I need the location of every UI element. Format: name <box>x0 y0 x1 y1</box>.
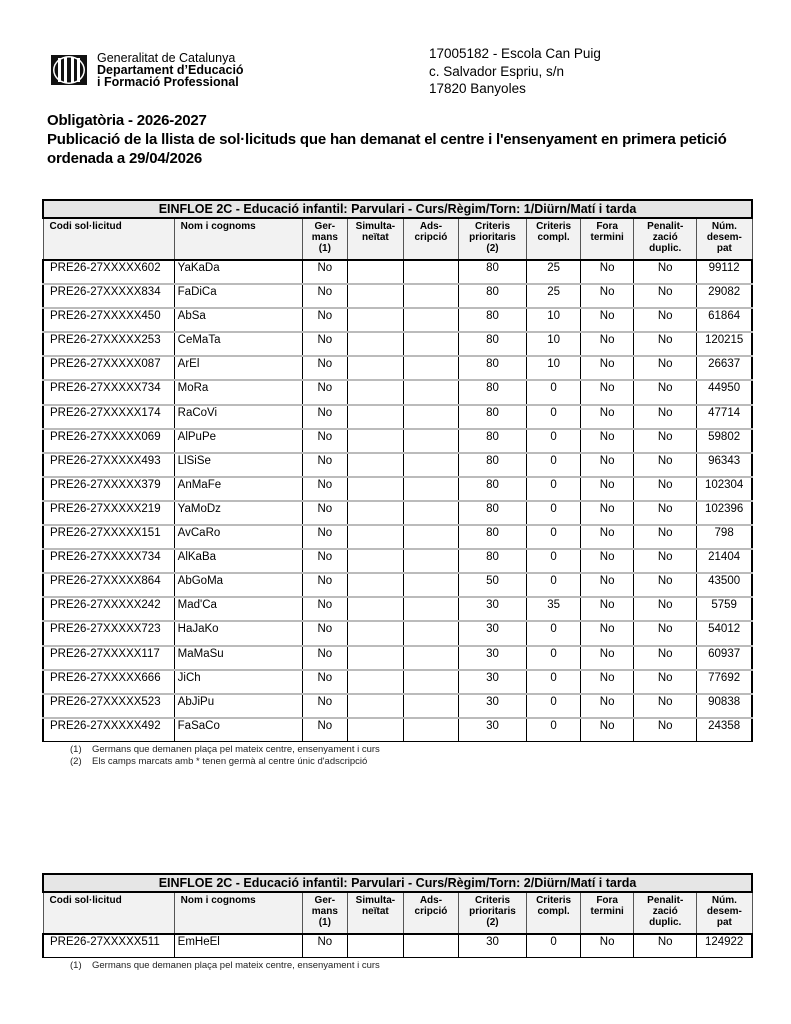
school-address <box>429 45 601 98</box>
codi-cell: PRE26-27XXXXX151 <box>43 525 174 549</box>
school-street: c. Salvador Espriu, s/n <box>429 63 565 79</box>
fora-termini-cell: No <box>581 405 634 429</box>
num-desempat-cell: 54012 <box>697 621 752 645</box>
num-desempat-cell: 26637 <box>697 356 752 380</box>
criteris-compl-header: Criteris compl. <box>527 218 581 260</box>
criteris-compl-cell: 10 <box>527 356 581 380</box>
germans-header: Ger- mans (1) <box>302 892 347 934</box>
fora-termini-cell: No <box>581 621 634 645</box>
nom-header: Nom i cognoms <box>174 892 302 934</box>
simultaneitat-cell <box>347 429 403 453</box>
num-desempat-cell: 44950 <box>697 380 752 404</box>
codi-cell: PRE26-27XXXXX379 <box>43 477 174 501</box>
codi-cell: PRE26-27XXXXX242 <box>43 597 174 621</box>
table-row <box>43 718 752 742</box>
criteris-compl-cell: 0 <box>527 718 581 742</box>
criteris-prioritaris-cell: 80 <box>458 332 526 356</box>
simultaneitat-cell <box>347 332 403 356</box>
penalitzacio-cell: No <box>634 934 697 958</box>
criteris-prioritaris-cell: 80 <box>458 501 526 525</box>
simultaneitat-cell <box>347 621 403 645</box>
criteris-compl-cell: 0 <box>527 525 581 549</box>
codi-cell: PRE26-27XXXXX723 <box>43 621 174 645</box>
simultaneitat-header: Simulta- neïtat <box>347 218 403 260</box>
num-desempat-cell: 59802 <box>697 429 752 453</box>
fora-termini-cell: No <box>581 694 634 718</box>
germans-cell: No <box>302 260 347 284</box>
criteris-compl-cell: 0 <box>527 573 581 597</box>
adscripcio-cell <box>403 429 458 453</box>
adscripcio-cell <box>403 501 458 525</box>
school-name: 17005182 - Escola Can Puig <box>429 46 601 61</box>
nom-cell: AlKaBa <box>174 549 302 573</box>
num-desempat-cell: 96343 <box>697 453 752 477</box>
column-header-row <box>43 892 752 934</box>
criteris-compl-cell: 0 <box>527 501 581 525</box>
fora-termini-cell: No <box>581 332 634 356</box>
fora-termini-header: Fora termini <box>581 892 634 934</box>
germans-cell: No <box>302 934 347 958</box>
logo-line-2: Departament d’Educació <box>97 63 244 77</box>
simultaneitat-cell <box>347 525 403 549</box>
fora-termini-cell: No <box>581 429 634 453</box>
adscripcio-cell <box>403 670 458 694</box>
simultaneitat-cell <box>347 284 403 308</box>
fora-termini-cell: No <box>581 380 634 404</box>
codi-cell: PRE26-27XXXXX834 <box>43 284 174 308</box>
fora-termini-cell: No <box>581 356 634 380</box>
codi-cell: PRE26-27XXXXX117 <box>43 646 174 670</box>
codi-cell: PRE26-27XXXXX087 <box>43 356 174 380</box>
nom-cell: LlSiSe <box>174 453 302 477</box>
criteris-compl-cell: 35 <box>527 597 581 621</box>
table-body <box>43 260 752 741</box>
adscripcio-cell <box>403 525 458 549</box>
codi-cell: PRE26-27XXXXX602 <box>43 260 174 284</box>
criteris-prioritaris-cell: 80 <box>458 525 526 549</box>
germans-cell: No <box>302 380 347 404</box>
table-row <box>43 356 752 380</box>
criteris-prioritaris-cell: 30 <box>458 646 526 670</box>
fora-termini-cell: No <box>581 549 634 573</box>
requests-table-1 <box>42 199 753 768</box>
fora-termini-cell: No <box>581 718 634 742</box>
fora-termini-cell: No <box>581 525 634 549</box>
table-row <box>43 549 752 573</box>
penalitzacio-cell: No <box>634 670 697 694</box>
penalitzacio-cell: No <box>634 597 697 621</box>
penalitzacio-cell: No <box>634 694 697 718</box>
adscripcio-cell <box>403 332 458 356</box>
nom-cell: MoRa <box>174 380 302 404</box>
codi-cell: PRE26-27XXXXX734 <box>43 380 174 404</box>
nom-cell: RaCoVi <box>174 405 302 429</box>
simultaneitat-cell <box>347 573 403 597</box>
criteris-prioritaris-cell: 30 <box>458 718 526 742</box>
criteris-compl-cell: 25 <box>527 260 581 284</box>
penalitzacio-cell: No <box>634 646 697 670</box>
num-desempat-cell: 47714 <box>697 405 752 429</box>
penalitzacio-header: Penalit- zació duplic. <box>634 892 697 934</box>
simultaneitat-cell <box>347 405 403 429</box>
nom-cell: EmHeEl <box>174 934 302 958</box>
table-row <box>43 284 752 308</box>
num-desempat-header: Núm. desem- pat <box>697 892 752 934</box>
fora-termini-cell: No <box>581 646 634 670</box>
germans-cell: No <box>302 332 347 356</box>
codi-cell: PRE26-27XXXXX666 <box>43 670 174 694</box>
footnote: (1) Germans que demanen plaça pel mateix centre, ensenyament i curs <box>70 743 380 755</box>
germans-cell: No <box>302 573 347 597</box>
nom-cell: AbJiPu <box>174 694 302 718</box>
criteris-compl-cell: 0 <box>527 453 581 477</box>
table-row <box>43 260 752 284</box>
table-row <box>43 597 752 621</box>
num-desempat-cell: 798 <box>697 525 752 549</box>
nom-cell: JiCh <box>174 670 302 694</box>
nom-cell: HaJaKo <box>174 621 302 645</box>
fora-termini-cell: No <box>581 477 634 501</box>
criteris-prioritaris-cell: 80 <box>458 453 526 477</box>
germans-cell: No <box>302 501 347 525</box>
adscripcio-cell <box>403 260 458 284</box>
adscripcio-cell <box>403 573 458 597</box>
table-caption: EINFLOE 2C - Educació infantil: Parvulari - Curs/Règim/Torn: 1/Diürn/Matí i tarda <box>43 200 752 218</box>
germans-cell: No <box>302 405 347 429</box>
table-row <box>43 453 752 477</box>
criteris-compl-cell: 0 <box>527 477 581 501</box>
criteris-compl-header: Criteris compl. <box>527 892 581 934</box>
germans-cell: No <box>302 308 347 332</box>
table-row <box>43 501 752 525</box>
footnotes <box>70 960 753 972</box>
adscripcio-cell <box>403 308 458 332</box>
criteris-prioritaris-cell: 80 <box>458 356 526 380</box>
penalitzacio-cell: No <box>634 453 697 477</box>
germans-cell: No <box>302 670 347 694</box>
num-desempat-cell: 124922 <box>697 934 752 958</box>
logo-line-1: Generalitat de Catalunya <box>97 51 236 65</box>
germans-cell: No <box>302 597 347 621</box>
requests-table-2 <box>42 873 753 972</box>
germans-cell: No <box>302 621 347 645</box>
germans-cell: No <box>302 356 347 380</box>
penalitzacio-cell: No <box>634 718 697 742</box>
simultaneitat-cell <box>347 934 403 958</box>
criteris-compl-cell: 0 <box>527 621 581 645</box>
penalitzacio-cell: No <box>634 308 697 332</box>
penalitzacio-cell: No <box>634 284 697 308</box>
criteris-prioritaris-cell: 80 <box>458 477 526 501</box>
nom-cell: MaMaSu <box>174 646 302 670</box>
table-row <box>43 308 752 332</box>
num-desempat-header: Núm. desem- pat <box>697 218 752 260</box>
germans-header: Ger- mans (1) <box>302 218 347 260</box>
codi-cell: PRE26-27XXXXX450 <box>43 308 174 332</box>
adscripcio-cell <box>403 718 458 742</box>
simultaneitat-cell <box>347 453 403 477</box>
fora-termini-cell: No <box>581 284 634 308</box>
table-row <box>43 670 752 694</box>
num-desempat-cell: 102396 <box>697 501 752 525</box>
criteris-compl-cell: 0 <box>527 429 581 453</box>
column-header-row <box>43 218 752 260</box>
simultaneitat-cell <box>347 549 403 573</box>
criteris-compl-cell: 0 <box>527 380 581 404</box>
penalitzacio-cell: No <box>634 477 697 501</box>
simultaneitat-cell <box>347 694 403 718</box>
num-desempat-cell: 24358 <box>697 718 752 742</box>
criteris-prioritaris-cell: 80 <box>458 405 526 429</box>
table-row <box>43 405 752 429</box>
adscripcio-cell <box>403 694 458 718</box>
simultaneitat-cell <box>347 646 403 670</box>
germans-cell: No <box>302 718 347 742</box>
footnote: (1) Germans que demanen plaça pel mateix centre, ensenyament i curs <box>70 960 380 972</box>
codi-header: Codi sol·licitud <box>43 892 174 934</box>
germans-cell: No <box>302 549 347 573</box>
codi-cell: PRE26-27XXXXX174 <box>43 405 174 429</box>
criteris-compl-cell: 10 <box>527 332 581 356</box>
penalitzacio-cell: No <box>634 525 697 549</box>
criteris-prioritaris-header: Criteris prioritaris (2) <box>458 218 526 260</box>
codi-cell: PRE26-27XXXXX511 <box>43 934 174 958</box>
penalitzacio-cell: No <box>634 549 697 573</box>
document-subtitle: Obligatòria - 2026-2027 <box>47 112 207 129</box>
criteris-compl-cell: 0 <box>527 934 581 958</box>
num-desempat-cell: 60937 <box>697 646 752 670</box>
criteris-compl-cell: 0 <box>527 549 581 573</box>
codi-cell: PRE26-27XXXXX493 <box>43 453 174 477</box>
adscripcio-cell <box>403 356 458 380</box>
adscripcio-cell <box>403 477 458 501</box>
footnote: (2) Els camps marcats amb * tenen germà al centre únic d'adscripció <box>70 755 368 767</box>
table-row <box>43 573 752 597</box>
codi-cell: PRE26-27XXXXX864 <box>43 573 174 597</box>
table-row <box>43 429 752 453</box>
table-row <box>43 621 752 645</box>
criteris-prioritaris-cell: 30 <box>458 694 526 718</box>
criteris-prioritaris-header: Criteris prioritaris (2) <box>458 892 526 934</box>
adscripcio-cell <box>403 405 458 429</box>
nom-cell: AlPuPe <box>174 429 302 453</box>
adscripcio-cell <box>403 284 458 308</box>
germans-cell: No <box>302 477 347 501</box>
num-desempat-cell: 29082 <box>697 284 752 308</box>
table-row <box>43 934 752 958</box>
criteris-compl-cell: 0 <box>527 405 581 429</box>
num-desempat-cell: 21404 <box>697 549 752 573</box>
fora-termini-cell: No <box>581 573 634 597</box>
fora-termini-cell: No <box>581 453 634 477</box>
adscripcio-cell <box>403 621 458 645</box>
nom-cell: Mad'Ca <box>174 597 302 621</box>
criteris-prioritaris-cell: 80 <box>458 380 526 404</box>
germans-cell: No <box>302 525 347 549</box>
fora-termini-header: Fora termini <box>581 218 634 260</box>
fora-termini-cell: No <box>581 934 634 958</box>
simultaneitat-cell <box>347 597 403 621</box>
school-city: 17820 Banyoles <box>429 81 526 96</box>
criteris-prioritaris-cell: 80 <box>458 429 526 453</box>
table-row <box>43 380 752 404</box>
num-desempat-cell: 61864 <box>697 308 752 332</box>
fora-termini-cell: No <box>581 501 634 525</box>
generalitat-logo <box>49 52 244 88</box>
fora-termini-cell: No <box>581 670 634 694</box>
adscripcio-header: Ads- cripció <box>403 892 458 934</box>
criteris-prioritaris-cell: 30 <box>458 670 526 694</box>
num-desempat-cell: 77692 <box>697 670 752 694</box>
simultaneitat-cell <box>347 670 403 694</box>
penalitzacio-header: Penalit- zació duplic. <box>634 218 697 260</box>
nom-cell: AvCaRo <box>174 525 302 549</box>
num-desempat-cell: 5759 <box>697 597 752 621</box>
codi-cell: PRE26-27XXXXX523 <box>43 694 174 718</box>
penalitzacio-cell: No <box>634 332 697 356</box>
num-desempat-cell: 102304 <box>697 477 752 501</box>
criteris-prioritaris-cell: 80 <box>458 308 526 332</box>
simultaneitat-cell <box>347 501 403 525</box>
fora-termini-cell: No <box>581 308 634 332</box>
table-body <box>43 934 752 958</box>
penalitzacio-cell: No <box>634 573 697 597</box>
germans-cell: No <box>302 646 347 670</box>
codi-cell: PRE26-27XXXXX069 <box>43 429 174 453</box>
penalitzacio-cell: No <box>634 429 697 453</box>
generalitat-logo-icon <box>49 53 89 87</box>
adscripcio-header: Ads- cripció <box>403 218 458 260</box>
table-row <box>43 477 752 501</box>
simultaneitat-cell <box>347 477 403 501</box>
simultaneitat-cell <box>347 308 403 332</box>
criteris-compl-cell: 0 <box>527 670 581 694</box>
adscripcio-cell <box>403 934 458 958</box>
footnotes <box>70 744 753 768</box>
table-row <box>43 694 752 718</box>
document-title: Publicació de la llista de sol·licituds que han demanat el centre i l'ensenyament en primera petició ordenada a 29/04/2026 <box>47 131 727 167</box>
nom-cell: YaKaDa <box>174 260 302 284</box>
fora-termini-cell: No <box>581 597 634 621</box>
num-desempat-cell: 43500 <box>697 573 752 597</box>
logo-line-3: i Formació Professional <box>97 75 239 89</box>
codi-cell: PRE26-27XXXXX492 <box>43 718 174 742</box>
fora-termini-cell: No <box>581 260 634 284</box>
table-row <box>43 332 752 356</box>
criteris-prioritaris-cell: 50 <box>458 573 526 597</box>
criteris-compl-cell: 10 <box>527 308 581 332</box>
nom-cell: FaSaCo <box>174 718 302 742</box>
document-titles <box>47 112 767 168</box>
num-desempat-cell: 90838 <box>697 694 752 718</box>
criteris-prioritaris-cell: 30 <box>458 597 526 621</box>
simultaneitat-cell <box>347 380 403 404</box>
criteris-compl-cell: 0 <box>527 694 581 718</box>
adscripcio-cell <box>403 597 458 621</box>
penalitzacio-cell: No <box>634 405 697 429</box>
adscripcio-cell <box>403 549 458 573</box>
simultaneitat-cell <box>347 260 403 284</box>
adscripcio-cell <box>403 646 458 670</box>
germans-cell: No <box>302 429 347 453</box>
criteris-prioritaris-cell: 80 <box>458 260 526 284</box>
criteris-compl-cell: 0 <box>527 646 581 670</box>
criteris-prioritaris-cell: 30 <box>458 621 526 645</box>
adscripcio-cell <box>403 453 458 477</box>
nom-cell: AbSa <box>174 308 302 332</box>
criteris-prioritaris-cell: 30 <box>458 934 526 958</box>
penalitzacio-cell: No <box>634 621 697 645</box>
num-desempat-cell: 120215 <box>697 332 752 356</box>
adscripcio-cell <box>403 380 458 404</box>
penalitzacio-cell: No <box>634 356 697 380</box>
nom-cell: FaDiCa <box>174 284 302 308</box>
nom-cell: AbGoMa <box>174 573 302 597</box>
simultaneitat-header: Simulta- neïtat <box>347 892 403 934</box>
germans-cell: No <box>302 284 347 308</box>
table-row <box>43 525 752 549</box>
penalitzacio-cell: No <box>634 501 697 525</box>
germans-cell: No <box>302 694 347 718</box>
nom-cell: CeMaTa <box>174 332 302 356</box>
table-caption: EINFLOE 2C - Educació infantil: Parvulari - Curs/Règim/Torn: 2/Diürn/Matí i tarda <box>43 874 752 892</box>
table-row <box>43 646 752 670</box>
codi-cell: PRE26-27XXXXX253 <box>43 332 174 356</box>
germans-cell: No <box>302 453 347 477</box>
penalitzacio-cell: No <box>634 380 697 404</box>
criteris-prioritaris-cell: 80 <box>458 284 526 308</box>
simultaneitat-cell <box>347 356 403 380</box>
nom-cell: ArEl <box>174 356 302 380</box>
codi-cell: PRE26-27XXXXX219 <box>43 501 174 525</box>
nom-cell: YaMoDz <box>174 501 302 525</box>
num-desempat-cell: 99112 <box>697 260 752 284</box>
nom-cell: AnMaFe <box>174 477 302 501</box>
criteris-prioritaris-cell: 80 <box>458 549 526 573</box>
nom-header: Nom i cognoms <box>174 218 302 260</box>
penalitzacio-cell: No <box>634 260 697 284</box>
codi-cell: PRE26-27XXXXX734 <box>43 549 174 573</box>
codi-header: Codi sol·licitud <box>43 218 174 260</box>
simultaneitat-cell <box>347 718 403 742</box>
criteris-compl-cell: 25 <box>527 284 581 308</box>
